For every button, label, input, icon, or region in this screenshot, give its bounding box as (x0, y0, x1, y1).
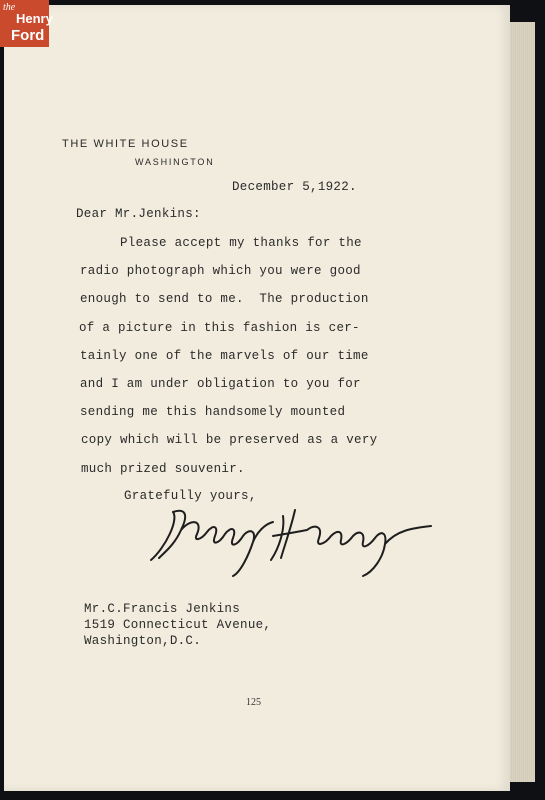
address-line: Mr.C.Francis Jenkins (84, 602, 241, 616)
handwritten-signature (145, 500, 435, 580)
body-line: copy which will be preserved as a very (81, 433, 378, 447)
page-number: 125 (246, 697, 261, 708)
body-line: enough to send to me. The production (80, 292, 369, 306)
letter-date: December 5,1922. (232, 180, 357, 194)
letterhead-title: THE WHITE HOUSE (62, 138, 189, 150)
body-line: Please accept my thanks for the (120, 236, 362, 250)
logo-text-henry: Henry (16, 11, 53, 26)
body-line: radio photograph which you were good (80, 264, 361, 278)
letter-closing: Gratefully yours, (124, 489, 257, 503)
henry-ford-logo (0, 0, 53, 47)
body-line: much prized souvenir. (81, 462, 245, 476)
book-page (4, 5, 510, 791)
logo-text-ford: Ford (11, 27, 45, 44)
body-line: of a picture in this fashion is cer- (79, 321, 360, 335)
logo-text-the: the (3, 2, 16, 13)
body-line: sending me this handsomely mounted (80, 405, 346, 419)
letter-salutation: Dear Mr.Jenkins: (76, 207, 201, 221)
page-edges (508, 22, 535, 782)
body-line: tainly one of the marvels of our time (80, 349, 369, 363)
letterhead-city: WASHINGTON (135, 157, 215, 167)
body-line: and I am under obligation to you for (80, 377, 361, 391)
address-line: 1519 Connecticut Avenue, (84, 618, 272, 632)
address-line: Washington,D.C. (84, 634, 202, 648)
